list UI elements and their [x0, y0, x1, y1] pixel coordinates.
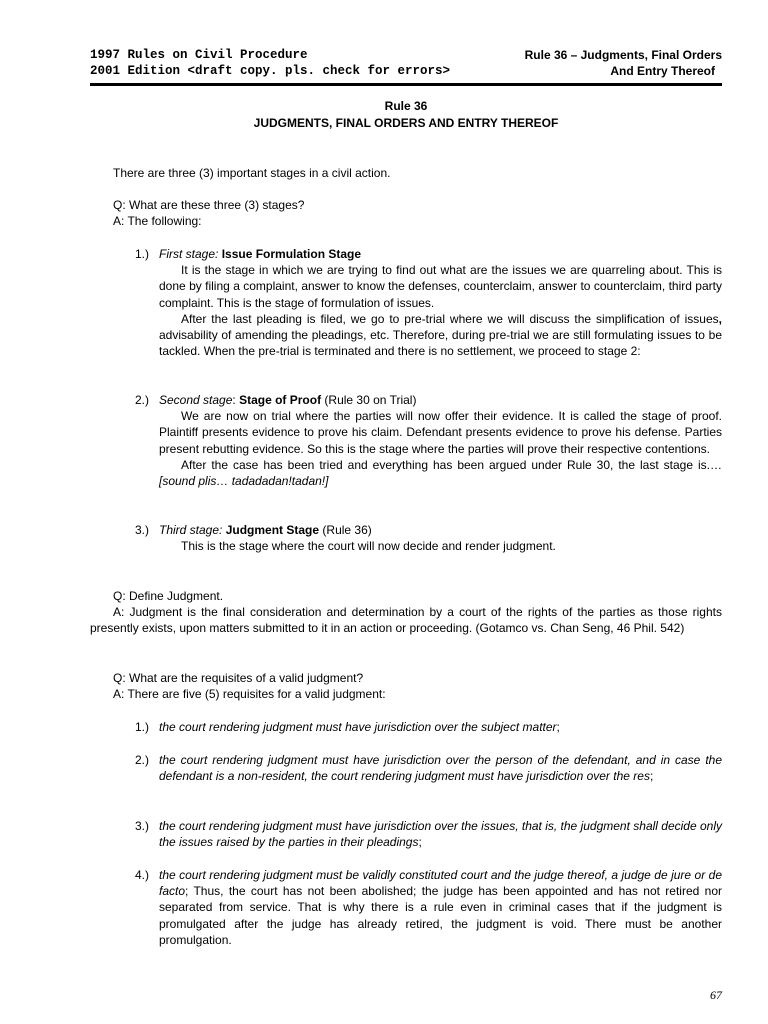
question-requisites: Q: What are the requisites of a valid judgment? — [113, 671, 364, 685]
intro-text: There are three (3) important stages in a civil action. — [113, 166, 391, 180]
stage-1-number: 1.) — [135, 247, 150, 261]
stage-3-rule-ref: (Rule 36) — [319, 523, 372, 537]
stage-2: Second stage: Stage of Proof (Rule 30 on Trial) We are now on trial where the parties will now offer their evidence. It is called the stage of proof. Plaintiff presents evidence to prove his claim. Defendant presents evidence to prove his defense. Parties present rebutting evidence. So this is the stage where the parties will prove their respective contentions. After the case has been tried and everything has been argued under Rule 30, the last stage is.… [sound plis… tadadadan!tadan!] — [159, 393, 722, 489]
requisite-2-number: 2.) — [135, 753, 150, 767]
stage-2-para-1: We are now on trial where the parties will now offer their evidence. It is called the stage of proof. Plaintiff presents evidence to prove his claim. Defendant presents evidence to prove his defense. Parties present rebutting evidence. So this is the stage where the parties will prove their respective contentions. — [159, 409, 722, 456]
stage-2-sound-effect: [sound plis… tadadadan!tadan!] — [159, 474, 329, 489]
requisite-1-number: 1.) — [135, 720, 150, 734]
stage-3-para-1: This is the stage where the court will now decide and render judgment. — [181, 539, 556, 554]
rule-number: Rule 36 — [384, 99, 428, 113]
stage-1-name: Issue Formulation Stage — [221, 247, 362, 261]
question-stages: Q: What are these three (3) stages? — [113, 198, 305, 212]
header-rule-subtitle: And Entry Thereof — [610, 64, 715, 78]
rule-heading: JUDGMENTS, FINAL ORDERS AND ENTRY THEREOF — [253, 116, 559, 130]
stage-2-name: Stage of Proof — [239, 393, 322, 407]
answer-stages: A: The following: — [113, 214, 202, 228]
requisite-2: the court rendering judgment must have jurisdiction over the person of the defendant, and in case the defendant is a non-resident, the court rendering judgment must have jurisdiction over the res; — [159, 753, 722, 784]
requisite-3-number: 3.) — [135, 819, 150, 833]
stage-1-para-2: After the last pleading is filed, we go to pre-trial where we will discuss the simplification of issues, advisability of amending the pleadings, etc. Therefore, during pre-trial we are still formulating issues to be tackled. When the pre-trial is terminated and there is no settlement, we proceed to stage 2: — [159, 311, 722, 359]
running-header — [90, 47, 722, 86]
stage-1 — [159, 246, 722, 359]
header-rule-title: Rule 36 – Judgments, Final Orders — [524, 48, 722, 62]
header-right — [525, 47, 722, 79]
stage-2-label: Second stage — [159, 393, 233, 407]
answer-requisites: A: There are five (5) requisites for a valid judgment: — [113, 687, 386, 701]
stage-3-name: Judgment Stage — [225, 523, 320, 537]
stage-2-para-2: After the case has been tried and everything has been argued under Rule 30, the last stage is.… [sound plis… tadadadan!tadan!] — [159, 457, 722, 489]
stage-1-label: First stage: — [159, 247, 219, 261]
stage-2-number: 2.) — [135, 393, 150, 407]
header-edition: 2001 Edition <draft copy. pls. check for errors> — [90, 64, 451, 78]
stage-2-rule-ref: (Rule 30 on Trial) — [321, 393, 417, 407]
question-define-judgment: Q: Define Judgment. — [113, 589, 224, 603]
answer-define-judgment: A: Judgment is the final consideration and determination by a court of the rights of the parties as those rights presently exists, upon matters submitted to it in an action or proceeding. (Gotamco vs. Chan Seng, 46 Phil. 542) — [90, 605, 722, 636]
page-number: 67 — [710, 988, 722, 1002]
stage-3 — [159, 522, 722, 554]
requisite-4-number: 4.) — [135, 868, 150, 882]
requisite-4: the court rendering judgment must be validly constituted court and the judge thereof, a judge de jure or de facto; Thus, the court has not been abolished; the judge has been appointed and has not retired nor separated from service. That is why there is a rule even in criminal cases that if the judgment is promulgated after the judge has already retired, the judgment is void. There must be another promulgation. — [159, 868, 722, 947]
header-book-title: 1997 Rules on Civil Procedure — [90, 48, 308, 62]
stage-1-para-1: It is the stage in which we are trying to find out what are the issues we are quarreling about. This is done by filing a complaint, answer to know the defenses, counterclaim, answer to counterclaim, third party complaint. This is the stage of formulation of issues. — [159, 263, 722, 310]
stage-3-label: Third stage: — [159, 523, 223, 537]
stage-3-number: 3.) — [135, 523, 150, 537]
requisite-1: the court rendering judgment must have jurisdiction over the subject matter; — [159, 720, 560, 734]
header-left — [90, 47, 450, 79]
requisite-3: the court rendering judgment must have jurisdiction over the issues, that is, the judgment shall decide only the issues raised by the parties in their pleadings; — [159, 819, 722, 850]
